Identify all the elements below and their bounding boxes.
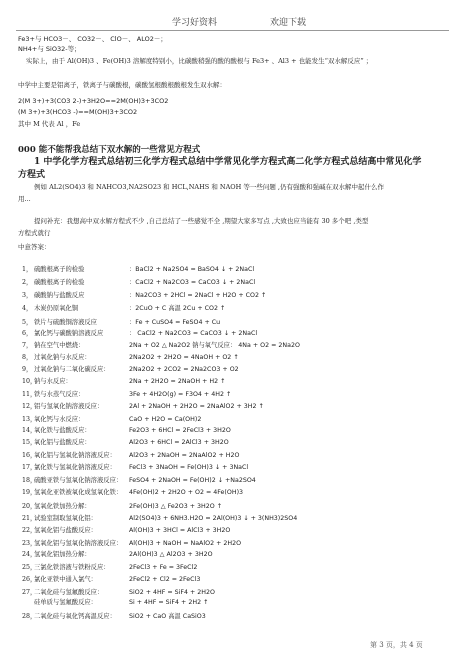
reaction-row <box>22 527 230 535</box>
reaction-equation: Al2(SO4)3 + 6NH3.H2O = 2Al(OH)3 ↓ + 3(NH3)2SO4 <box>129 515 298 522</box>
reaction-name: 碳酸钠与盐酸反应 <box>34 292 85 299</box>
reaction-number: 15， <box>22 439 37 446</box>
reaction-name: 氢氧化亚铁被氧化成氢氧化铁： <box>34 489 123 496</box>
reaction-number: 28， <box>22 613 37 620</box>
reaction-name: 铝与氢氧化钠溶液反应： <box>34 403 104 410</box>
reaction-equation: Al2O3 + 2NaOH = 2NaAlO2 + H2O <box>129 452 240 459</box>
reaction-number: 8， <box>22 354 33 361</box>
reaction-row <box>22 416 201 424</box>
reaction-name: 氯化钙与碳酸钠溶液反应 <box>34 330 104 337</box>
intro-line: 例如 AL2(SO4)3 和 NAHCO3,NA2SO23 和 HCL,NAHS 和 NAOH 等一些问题 ,仍有强酸和强碱在双水解中起什么作 <box>34 183 384 191</box>
reaction-number: 6， <box>22 330 33 337</box>
reaction-equation: ：2CuO + C 高温 2Cu + CO2 ↑ <box>129 305 226 312</box>
reaction-number: 16， <box>22 452 37 459</box>
reaction-number: 18， <box>22 477 37 484</box>
intro-line: 用... <box>18 195 31 203</box>
reaction-number: 26， <box>22 576 37 583</box>
reaction-number: 17， <box>22 464 37 471</box>
reaction-name: 碳酸根离子的检验 <box>34 279 85 286</box>
reaction-name: 硫酸根离子的检验 <box>34 266 85 273</box>
page-header <box>0 15 465 29</box>
reaction-row <box>22 292 266 300</box>
supplement-line: 方程式就行 <box>18 229 51 237</box>
reaction-row <box>22 599 208 607</box>
reaction-equation: 2Na + O2 △ Na2O2 钠与氧气反应： 4Na + O2 = 2Na2O <box>129 342 300 349</box>
reaction-name: 木炭仍原氧化铜 <box>34 305 79 312</box>
reaction-equation: SiO2 + 4HF = SiF4 + 2H2O <box>129 589 215 596</box>
reaction-name: 氢氧化铝与氢氧化钠溶液反应： <box>34 540 123 547</box>
reaction-equation: FeSO4 + 2NaOH = Fe(OH)2 ↓ +Na2SO4 <box>129 477 256 484</box>
reaction-number: 21， <box>22 515 37 522</box>
reaction-name: 氧化铝与盐酸反应： <box>34 439 91 446</box>
reaction-number: 24， <box>22 551 37 558</box>
reaction-number: 11， <box>22 391 37 398</box>
reaction-name: 钠在空气中燃烧： <box>34 342 85 349</box>
reaction-number: 13， <box>22 416 37 423</box>
reaction-equation: Al2O3 + 6HCl = 2AlCl3 + 3H2O <box>129 439 229 446</box>
reaction-equation: 2Na2O2 + 2CO2 = 2Na2CO3 + O2 <box>129 366 239 373</box>
text-line: NH4+与 SiO32-等； <box>18 45 81 53</box>
reaction-name: 氢氧化铝加热分解： <box>34 551 91 558</box>
reaction-name: 氧化钙与水反应： <box>34 416 85 423</box>
reaction-equation: Al(OH)3 + 3HCl = AlCl3 + 3H2O <box>129 527 231 534</box>
reaction-row <box>22 613 206 621</box>
reaction-row <box>22 330 257 338</box>
reaction-row <box>22 305 225 313</box>
reaction-name: 钠与水反应： <box>34 378 72 385</box>
reaction-equation: 2Na + 2H2O = 2NaOH + H2 ↑ <box>129 378 226 385</box>
reaction-number: 22， <box>22 527 37 534</box>
reaction-equation: 2Na2O2 + 2H2O = 4NaOH + O2 ↑ <box>129 354 239 361</box>
reaction-name: 氢氧化铝与盐酸反应： <box>34 527 97 534</box>
reaction-equation: Fe2O3 + 6HCl = 2FeCl3 + 3H2O <box>129 427 231 434</box>
header-left: 学习好资料 <box>172 18 218 28</box>
reaction-row <box>22 427 231 435</box>
reaction-number: 27， <box>22 589 37 596</box>
reaction-equation: Al(OH)3 + NaOH = NaAlO2 + 2H2O <box>129 540 242 547</box>
text-line: 其中 M 代表 Al ，Fe <box>18 120 81 128</box>
reaction-number: 23， <box>22 540 37 547</box>
reaction-row <box>22 477 256 485</box>
reaction-equation: 2FeCl2 + Cl2 = 2FeCl3 <box>129 576 201 583</box>
reaction-row <box>22 464 248 472</box>
reaction-name: 二氧化硅与氢氟酸反应： <box>34 589 104 596</box>
reaction-equation: SiO2 + CaO 高温 CaSiO3 <box>129 613 206 620</box>
text-line: (M 3+)+3(HCO3 -)==M(OH)3+3CO2 <box>18 108 138 116</box>
reaction-row <box>22 551 213 559</box>
reaction-row <box>22 589 215 597</box>
reaction-row <box>22 403 264 411</box>
reaction-row <box>22 342 300 350</box>
reaction-row <box>22 366 239 374</box>
reaction-number: 25， <box>22 564 37 571</box>
reaction-equation: 2Al(OH)3 △ Al2O3 + 3H2O <box>129 551 213 558</box>
reaction-equation: FeCl3 + 3NaOH = Fe(OH)3 ↓ + 3NaCl <box>129 464 249 471</box>
reaction-equation: Si + 4HF = SiF4 + 2H2 ↑ <box>129 599 209 606</box>
reaction-equation: ：CaCl2 + Na2CO3 = CaCO3 ↓ + 2NaCl <box>129 279 256 286</box>
header-rule <box>16 30 449 31</box>
reaction-equation: CaO + H2O = Ca(OH)2 <box>129 416 202 423</box>
reaction-name: 氯化亚铁中通入氯气： <box>34 576 97 583</box>
reaction-equation: 2FeCl3 + Fe = 3FeCl2 <box>129 564 198 571</box>
reaction-number: 4， <box>22 305 33 312</box>
reaction-number: 2， <box>22 279 33 286</box>
reaction-row <box>22 576 200 584</box>
reaction-name: 试验室制取氢氧化铝： <box>34 515 97 522</box>
reaction-equation: 4Fe(OH)2 + 2H2O + O2 = 4Fe(OH)3 <box>129 489 244 496</box>
reaction-number: 20， <box>22 503 37 510</box>
reaction-number: 7， <box>22 342 33 349</box>
text-line: 中学中主要是铝离子，铁离子与碳酸根，碳酸氢根酸根酸根发生双水解： <box>18 81 226 89</box>
big-title-line-1: 1 中学化学方程式总结初三化学方程式总结中学常见化学方程式高二化学方程式总结高中常见化学 <box>34 157 422 167</box>
reaction-row <box>22 391 231 399</box>
reaction-number: 19， <box>22 489 37 496</box>
reaction-name: 氧化铁与盐酸反应： <box>34 427 91 434</box>
reaction-row <box>22 279 255 287</box>
reaction-equation: ：Na2CO3 + 2HCl = 2NaCl + H2O + CO2 ↑ <box>129 292 267 299</box>
reaction-name: 过氧化钠与水反应： <box>34 354 91 361</box>
reaction-number: 3， <box>22 292 33 299</box>
reaction-row <box>22 266 254 274</box>
reaction-equation: ： CaCl2 + Na2CO3 = CaCO3 ↓ + 2NaCl <box>129 330 258 337</box>
reaction-number: 10， <box>22 378 37 385</box>
reaction-number: 12， <box>22 403 37 410</box>
reaction-name: 铁片与硫酸铜溶液反应 <box>34 319 97 326</box>
reaction-equation: 2Al + 2NaOH + 2H2O = 2NaAlO2 + 3H2 ↑ <box>129 403 264 410</box>
reaction-equation: 3Fe + 4H2O(g) = F3O4 + 4H2 ↑ <box>129 391 232 398</box>
reaction-name: 硫酸亚铁与氢氧化钠溶液反应： <box>34 477 123 484</box>
reaction-row <box>22 452 239 460</box>
text-line: 2(M 3+)+3(CO3 2-)+3H2O==2M(OH)3+3CO2 <box>18 97 169 105</box>
reaction-name: 铁与水蒸气反应： <box>34 391 85 398</box>
reaction-name: 氧化铝与氢氧化钠溶液反应： <box>34 452 116 459</box>
reaction-name: 氯化铁与氢氧化钠溶液反应： <box>34 464 116 471</box>
reaction-row <box>22 515 297 523</box>
reaction-name: 二氧化硅与氧化钙高温反应： <box>34 613 116 620</box>
text-line: Fe3+与 HCO3－、 CO32－、 ClO－、 ALO2－； <box>18 35 167 43</box>
reaction-row <box>22 564 197 572</box>
reaction-name: 过氧化钠与二氧化碳反应： <box>34 366 110 373</box>
reaction-number: 9， <box>22 366 33 373</box>
reaction-equation: ：BaCl2 + Na2SO4 = BaSO4 ↓ + 2NaCl <box>129 266 255 273</box>
big-title-line-2: 方程式 <box>18 170 46 180</box>
reaction-row <box>22 319 220 327</box>
reaction-equation: 2Fe(OH)3 △ Fe2O3 + 3H2O ↑ <box>129 503 222 510</box>
reaction-row <box>22 503 222 511</box>
reaction-name: 三氯化铁溶液与铁粉反应： <box>34 564 110 571</box>
page-footer: 第 3 页，共 4 页 <box>370 641 423 649</box>
reaction-number: 1， <box>22 266 33 273</box>
reaction-name: 氢氧化铁加热分解： <box>34 503 91 510</box>
reaction-number: 5， <box>22 319 33 326</box>
reaction-row <box>22 439 229 447</box>
reaction-row <box>22 540 241 548</box>
section-title: 000 能不能帮我总结下双水解的一些常见方程式 <box>18 145 201 155</box>
reaction-equation: ：Fe + CuSO4 = FeSO4 + Cu <box>129 319 221 326</box>
answer-label: 中意答案： <box>18 243 51 251</box>
text-line: 实际上，由于 Al(OH)3 、Fe(OH)3 溶解度特别小，比碳酸稍强的酸的酸根与 Fe3+ 、Al3 + 也能发生“双水解反应” ； <box>26 57 373 65</box>
reaction-name: 硅单质与氢氟酸反应： <box>34 599 97 606</box>
header-right: 欢迎下载 <box>270 18 307 28</box>
supplement-line: 提问补充：我想高中双水解方程式不少 ,自己总结了一些感觉不全 ,期望大家多写点 ,大致也应当能有 30 多个吧 ,类型 <box>34 217 369 225</box>
reaction-row <box>22 378 225 386</box>
reaction-row <box>22 354 239 362</box>
reaction-number: 14， <box>22 427 37 434</box>
reaction-row <box>22 489 243 497</box>
